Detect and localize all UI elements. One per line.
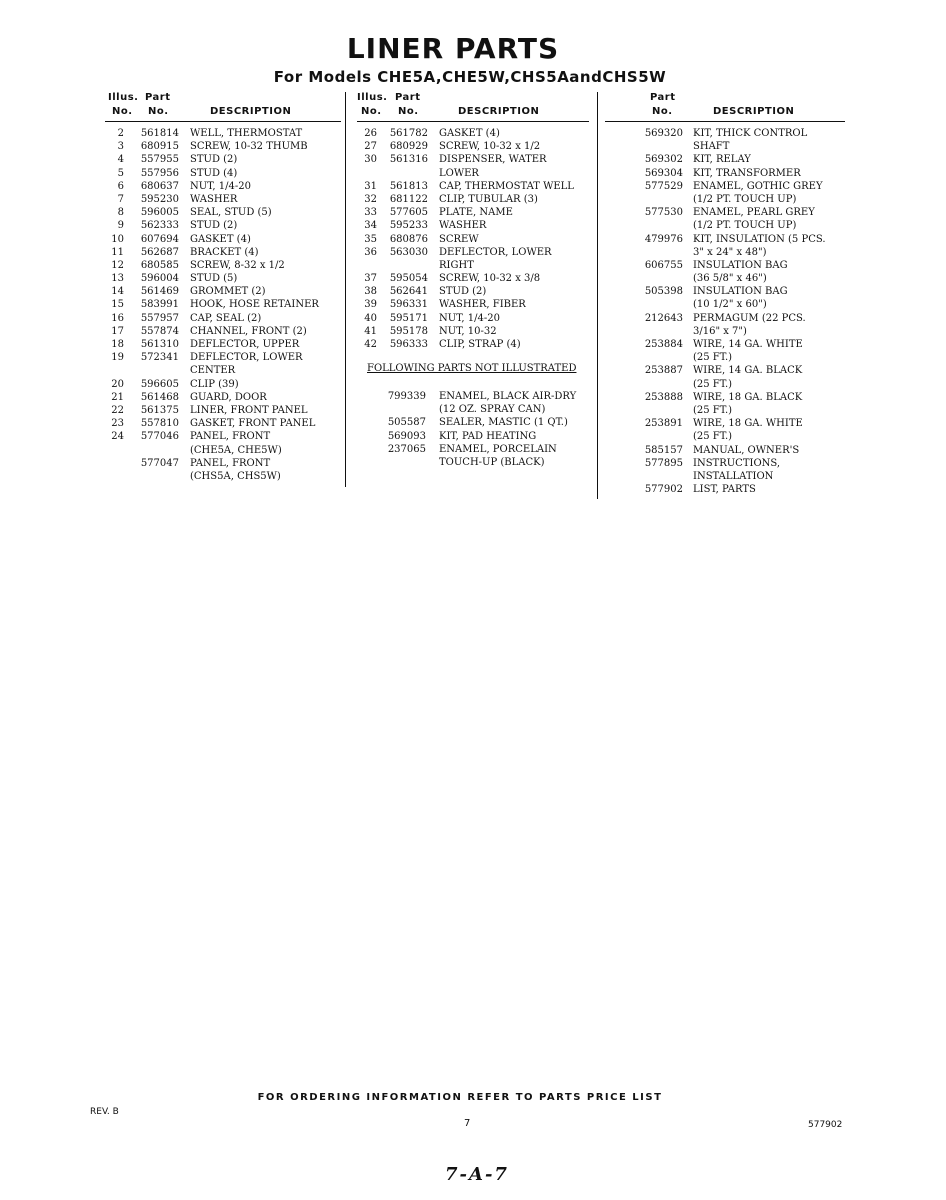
part-number: 596333 (389, 339, 428, 350)
part-description: BRACKET (4) (190, 246, 259, 258)
illus-number: 41 (364, 325, 377, 337)
part-number: 585157 (644, 444, 683, 456)
part-number: 569304 (644, 167, 683, 179)
illus-number: 35 (364, 233, 377, 245)
part-number: 562333 (140, 220, 179, 232)
header-illus: Illus. (108, 92, 139, 103)
illus-number: 4 (117, 154, 124, 166)
illus-number: 3 (117, 141, 124, 153)
part-description: (36 5/8" x 46") (693, 273, 767, 285)
part-number: 253884 (644, 339, 683, 350)
part-description: (CHE5A, CHE5W) (190, 444, 282, 456)
header-rule (605, 121, 845, 122)
part-description: GROMMET (2) (190, 286, 266, 298)
illus-number: 27 (364, 141, 377, 153)
part-number: 505587 (387, 417, 426, 429)
part-number: 577902 (644, 484, 683, 496)
illus-number: 30 (364, 154, 377, 166)
part-number: 562687 (140, 246, 179, 258)
part-description: TOUCH-UP (BLACK) (439, 456, 545, 468)
part-number: 577047 (140, 457, 179, 469)
part-description: CAP, SEAL (2) (190, 312, 262, 324)
illus-number: 16 (111, 312, 124, 324)
illus-number: 11 (111, 246, 124, 258)
part-description: INSTALLATION (693, 470, 774, 482)
part-number: 561468 (140, 391, 179, 403)
part-description: CLIP (39) (190, 378, 239, 390)
illus-number: 31 (364, 180, 377, 192)
part-description: STUD (4) (190, 167, 238, 179)
part-number: 479976 (644, 233, 683, 245)
part-number: 563030 (389, 246, 428, 258)
part-description: (25 FT.) (693, 352, 733, 364)
illus-number: 42 (364, 339, 377, 350)
part-description: (1/2 PT. TOUCH UP) (693, 220, 797, 232)
part-description: CAP, THERMOSTAT WELL (439, 180, 574, 192)
part-description: ENAMEL, PEARL GREY (693, 207, 815, 219)
illus-number: 5 (117, 167, 124, 179)
part-description: LINER, FRONT PANEL (190, 404, 308, 416)
part-description: 3/16" x 7") (693, 325, 747, 337)
part-description: WIRE, 18 GA. WHITE (693, 418, 803, 430)
illus-number: 12 (111, 259, 124, 271)
part-description: INSULATION BAG (693, 259, 788, 271)
part-number: 607694 (140, 233, 179, 245)
part-description: GASKET (4) (439, 128, 500, 139)
part-description: SCREW (439, 233, 479, 245)
part-description: NUT, 1/4-20 (190, 180, 251, 192)
illus-number: 13 (111, 273, 124, 285)
part-number: 237065 (387, 443, 426, 455)
part-description: LOWER (439, 167, 479, 179)
illus-number: 20 (111, 378, 124, 390)
part-number: 577895 (644, 457, 683, 469)
part-number: 595178 (389, 325, 428, 337)
part-description: INSULATION BAG (693, 286, 788, 298)
part-description: KIT, TRANSFORMER (693, 167, 801, 179)
part-description: LIST, PARTS (693, 484, 756, 496)
part-number: 606755 (644, 259, 683, 271)
header-no: No. (398, 106, 419, 117)
part-number: 557810 (140, 418, 179, 430)
part-description: PERMAGUM (22 PCS. (693, 312, 806, 324)
illus-number: 21 (111, 391, 124, 403)
part-number: 595054 (389, 273, 428, 285)
header-rule (357, 121, 589, 122)
part-number: 557874 (140, 325, 179, 337)
part-description: (25 FT.) (693, 378, 733, 390)
part-description: CENTER (190, 365, 236, 377)
part-number: 561375 (140, 404, 179, 416)
part-number: 596004 (140, 273, 179, 285)
column-divider (345, 92, 346, 487)
page-subtitle: For Models CHE5A,CHE5W,CHS5AandCHS5W (273, 68, 667, 86)
part-number: 557957 (140, 312, 179, 324)
illus-number: 15 (111, 299, 124, 311)
part-number: 577605 (389, 207, 428, 219)
part-description: SEALER, MASTIC (1 QT.) (439, 417, 568, 429)
illus-number: 7 (117, 193, 124, 205)
illus-number: 37 (364, 273, 377, 285)
illus-number: 17 (111, 325, 124, 337)
part-description: ENAMEL, BLACK AIR-DRY (439, 391, 577, 402)
part-description: WASHER, FIBER (439, 299, 526, 311)
part-number: 569302 (644, 154, 683, 166)
part-description: SCREW, 10-32 x 1/2 (439, 141, 541, 153)
part-number: 557956 (140, 167, 179, 179)
part-description: KIT, PAD HEATING (439, 430, 537, 442)
part-description: ENAMEL, GOTHIC GREY (693, 180, 823, 192)
illus-number: 23 (111, 418, 124, 430)
part-number: 561814 (140, 128, 179, 139)
part-description: RIGHT (439, 259, 474, 271)
part-description: CLIP, TUBULAR (3) (439, 193, 538, 205)
part-description: NUT, 10-32 (439, 325, 497, 337)
part-description: GUARD, DOOR (190, 391, 267, 403)
part-description: ENAMEL, PORCELAIN (439, 443, 557, 455)
illus-number: 9 (117, 220, 124, 232)
illus-number: 8 (117, 207, 124, 219)
part-number: 562641 (389, 286, 428, 298)
illus-number: 19 (111, 352, 124, 364)
header-no: No. (148, 106, 169, 117)
part-description: STUD (2) (190, 220, 238, 232)
header-illus: Illus. (357, 92, 388, 103)
not-illustrated-heading: FOLLOWING PARTS NOT ILLUSTRATED (367, 363, 577, 374)
part-number: 577046 (140, 431, 179, 443)
part-description: NUT, 1/4-20 (439, 312, 500, 324)
part-description: PANEL, FRONT (190, 457, 271, 469)
part-description: WASHER (190, 193, 238, 205)
part-description: DEFLECTOR, LOWER (439, 246, 552, 258)
page-number: 7 (464, 1118, 471, 1129)
part-number: 569093 (387, 430, 426, 442)
part-description: KIT, RELAY (693, 154, 751, 166)
part-number: 799339 (387, 391, 426, 402)
part-description: SCREW, 10-32 THUMB (190, 141, 308, 153)
part-description: DISPENSER, WATER (439, 154, 547, 166)
part-number: 595230 (140, 193, 179, 205)
part-number: 561813 (389, 180, 428, 192)
part-description: SCREW, 10-32 x 3/8 (439, 273, 541, 285)
part-description: SEAL, STUD (5) (190, 207, 272, 219)
part-description: GASKET, FRONT PANEL (190, 418, 316, 430)
illus-number: 14 (111, 286, 124, 298)
part-number: 583991 (140, 299, 179, 311)
header-no: No. (112, 106, 133, 117)
part-number: 253887 (644, 365, 683, 377)
part-number: 596005 (140, 207, 179, 219)
part-description: KIT, THICK CONTROL (693, 128, 808, 139)
header-part: Part (650, 92, 676, 103)
part-description: KIT, INSULATION (5 PCS. (693, 233, 826, 245)
part-description: (10 1/2" x 60") (693, 299, 767, 311)
part-number: 561469 (140, 286, 179, 298)
header-part: Part (145, 92, 171, 103)
part-number: 595171 (389, 312, 428, 324)
column-divider (597, 92, 598, 499)
part-description: SCREW, 8-32 x 1/2 (190, 259, 285, 271)
part-number: 681122 (389, 193, 428, 205)
header-no: No. (652, 106, 673, 117)
illus-number: 6 (117, 180, 124, 192)
header-description: DESCRIPTION (713, 106, 795, 117)
ordering-footer: FOR ORDERING INFORMATION REFER TO PARTS PRICE LIST (257, 1092, 663, 1103)
illus-number: 40 (364, 312, 377, 324)
part-number: 505398 (644, 286, 683, 298)
illus-number: 24 (111, 431, 124, 443)
part-number: 595233 (389, 220, 428, 232)
part-description: (1/2 PT. TOUCH UP) (693, 193, 797, 205)
illus-number: 10 (111, 233, 124, 245)
part-description: DEFLECTOR, LOWER (190, 352, 303, 364)
illus-number: 26 (364, 128, 377, 139)
part-description: WELL, THERMOSTAT (190, 128, 303, 139)
part-description: (12 OZ. SPRAY CAN) (439, 404, 546, 416)
part-description: WASHER (439, 220, 487, 232)
handwritten-page-code: 7-A-7 (445, 1164, 509, 1185)
part-description: (25 FT.) (693, 404, 733, 416)
header-part: Part (395, 92, 421, 103)
document-number: 577902 (808, 1120, 843, 1130)
part-description: INSTRUCTIONS, (693, 457, 781, 469)
part-number: 596605 (140, 378, 179, 390)
illus-number: 2 (117, 128, 124, 139)
part-description: WIRE, 18 GA. BLACK (693, 391, 803, 403)
part-description: STUD (5) (190, 273, 238, 285)
part-number: 680585 (140, 259, 179, 271)
illus-number: 22 (111, 404, 124, 416)
part-description: HOOK, HOSE RETAINER (190, 299, 319, 311)
part-description: GASKET (4) (190, 233, 251, 245)
part-number: 253888 (644, 391, 683, 403)
header-rule (105, 121, 341, 122)
revision-label: REV. B (90, 1107, 119, 1117)
part-number: 572341 (140, 352, 179, 364)
page-title: LINER PARTS (346, 32, 560, 65)
part-description: 3" x 24" x 48") (693, 246, 767, 258)
part-description: (25 FT.) (693, 431, 733, 443)
part-number: 680929 (389, 141, 428, 153)
header-description: DESCRIPTION (458, 106, 540, 117)
part-description: PLATE, NAME (439, 207, 513, 219)
part-description: SHAFT (693, 141, 730, 153)
part-number: 561310 (140, 339, 179, 350)
part-number: 680876 (389, 233, 428, 245)
part-description: PANEL, FRONT (190, 431, 271, 443)
illus-number: 18 (111, 339, 124, 350)
part-number: 680915 (140, 141, 179, 153)
part-number: 680637 (140, 180, 179, 192)
part-description: CLIP, STRAP (4) (439, 339, 521, 350)
part-description: (CHS5A, CHS5W) (190, 470, 281, 482)
part-number: 212643 (644, 312, 683, 324)
illus-number: 39 (364, 299, 377, 311)
part-number: 561316 (389, 154, 428, 166)
part-description: STUD (2) (190, 154, 238, 166)
part-description: STUD (2) (439, 286, 487, 298)
illus-number: 32 (364, 193, 377, 205)
part-number: 577530 (644, 207, 683, 219)
part-number: 569320 (644, 128, 683, 139)
part-number: 577529 (644, 180, 683, 192)
header-description: DESCRIPTION (210, 106, 292, 117)
part-number: 596331 (389, 299, 428, 311)
illus-number: 36 (364, 246, 377, 258)
illus-number: 34 (364, 220, 377, 232)
part-description: WIRE, 14 GA. WHITE (693, 339, 803, 350)
header-no: No. (361, 106, 382, 117)
illus-number: 38 (364, 286, 377, 298)
part-number: 253891 (644, 418, 683, 430)
illus-number: 33 (364, 207, 377, 219)
part-number: 561782 (389, 128, 428, 139)
part-description: DEFLECTOR, UPPER (190, 339, 300, 350)
part-description: MANUAL, OWNER'S (693, 444, 800, 456)
part-number: 557955 (140, 154, 179, 166)
part-description: CHANNEL, FRONT (2) (190, 325, 307, 337)
part-description: WIRE, 14 GA. BLACK (693, 365, 803, 377)
